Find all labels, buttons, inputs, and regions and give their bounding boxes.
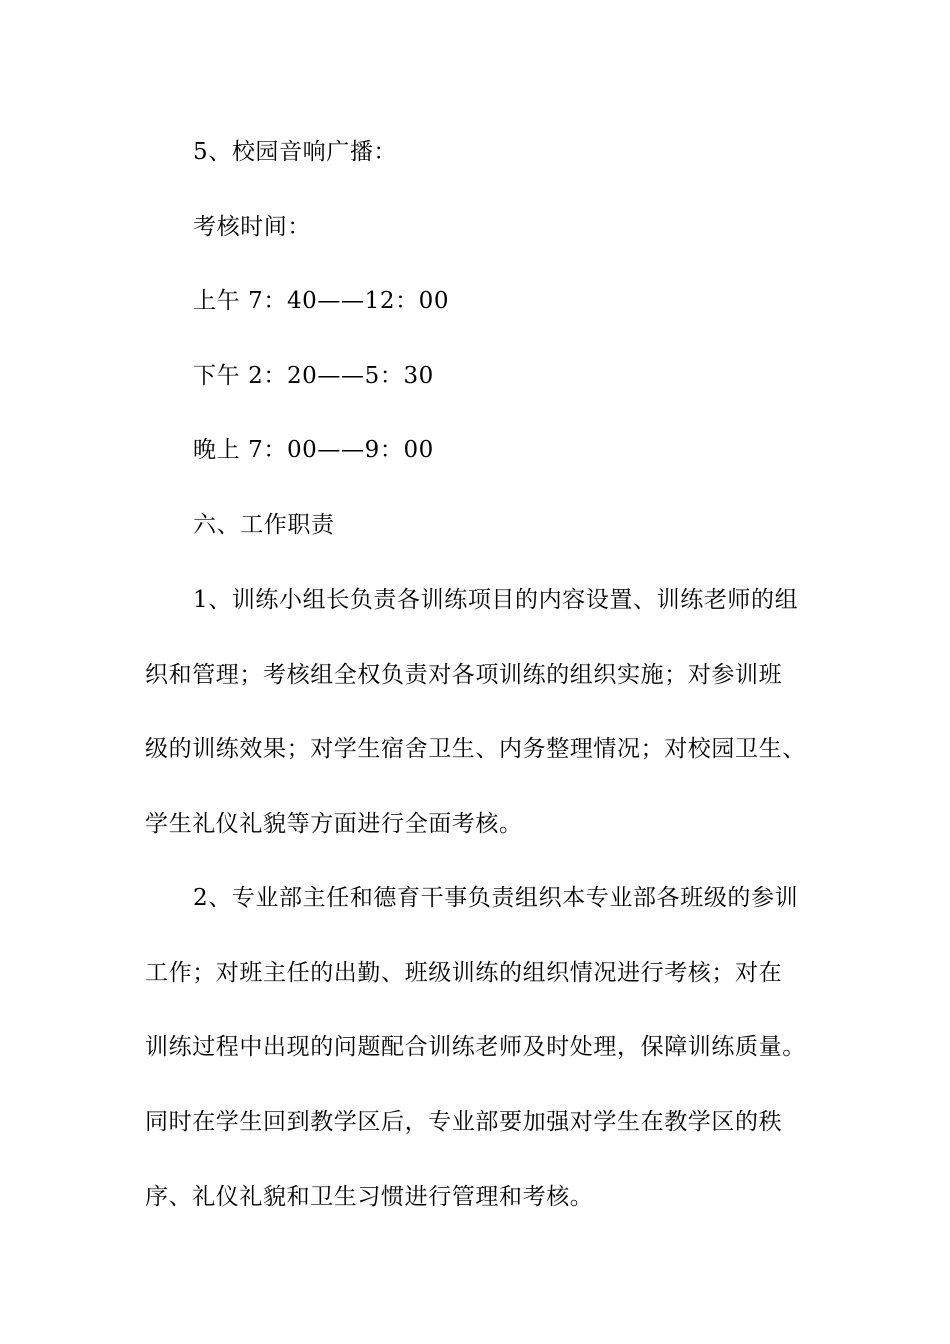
paragraph-1-line-2: 织和管理；考核组全权负责对各项训练的组织实施；对参训班 <box>145 662 783 688</box>
schedule-evening: 晚上 7：00——9：00 <box>193 437 434 463</box>
paragraph-1-line-4: 学生礼仪礼貌等方面进行全面考核。 <box>145 811 523 837</box>
assessment-time-label: 考核时间： <box>193 214 311 240</box>
section-heading-duties: 六、工作职责 <box>193 512 335 538</box>
paragraph-2-line-5: 序、礼仪礼貌和卫生习惯进行管理和考核。 <box>145 1184 594 1210</box>
paragraph-1-line-1: 1、训练小组长负责各训练项目的内容设置、训练老师的组 <box>193 587 799 613</box>
section-heading-campus-broadcast: 5、校园音响广播： <box>193 139 398 165</box>
schedule-afternoon: 下午 2：20——5：30 <box>193 363 434 389</box>
paragraph-1-line-3: 级的训练效果；对学生宿舍卫生、内务整理情况；对校园卫生、 <box>145 736 806 762</box>
paragraph-2-line-2: 工作；对班主任的出勤、班级训练的组织情况进行考核；对在 <box>145 960 783 986</box>
schedule-morning: 上午 7：40——12：00 <box>193 288 450 314</box>
paragraph-2-line-3: 训练过程中出现的问题配合训练老师及时处理，保障训练质量。 <box>145 1034 806 1060</box>
paragraph-2-line-1: 2、专业部主任和德育干事负责组织本专业部各班级的参训 <box>193 885 799 911</box>
paragraph-2-line-4: 同时在学生回到教学区后，专业部要加强对学生在教学区的秩 <box>145 1109 783 1135</box>
